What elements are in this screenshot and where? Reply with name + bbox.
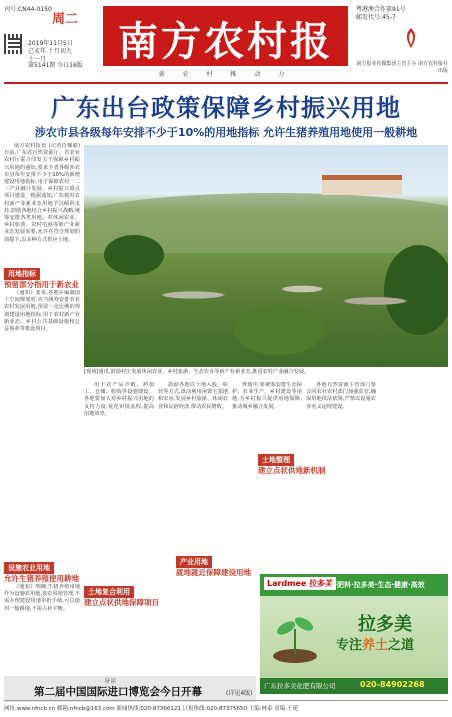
article-column-1b	[4, 290, 80, 562]
masthead	[0, 0, 452, 82]
masthead-right-info	[356, 6, 448, 74]
col5-paragraph: 各地自然资源主管部门要会同农业农村部门加强监管,确保用地依法依规,严禁以设施农业名义违规建设。	[306, 382, 376, 410]
section-tag-3: 土地复合利用	[84, 586, 134, 598]
article-column-1c	[4, 584, 80, 674]
ad-footer	[260, 678, 448, 694]
section-subtitle-1: 预留部分指用于新农业	[4, 280, 79, 289]
guide-title[interactable]: 第二届中国国际进口博览会今日开幕	[34, 686, 202, 698]
sponsor-text: 南方报业传媒集团主管主办 南方农村报社出版	[356, 61, 448, 74]
ad-company: 广东拉多美化肥有限公司	[264, 682, 336, 690]
section-subtitle-3: 建立点状供地保障项目	[84, 598, 159, 607]
fertilizer-advertisement[interactable]	[260, 574, 448, 694]
section-tag-5: 土地整理	[258, 454, 294, 466]
date-block	[28, 40, 98, 64]
article-column-5	[306, 382, 376, 452]
col1-paragraph-2: 《通知》要求,各地在编制国土空间规划时,应当统筹安排农业农村发展用地,预留一定比例的规划建设用地指标,用于农村新产业新业态、乡村公共基础设施和公益事业等建设项目。	[4, 290, 80, 333]
ad-slogan-top: 好肥料·拉多美·生态·健康·高效	[330, 581, 425, 589]
article-column-3	[158, 382, 228, 672]
guide-label: 导读	[104, 678, 117, 685]
section-tag-4: 产业用地	[176, 556, 212, 568]
main-headline[interactable]: 广东出台政策保障乡村振兴用地	[51, 94, 401, 122]
date-lunar-2: 十一月	[28, 56, 47, 63]
col3-paragraph: 鼓励各地以土地入股、联营等方式,盘活利用闲置宅基地和农房,发展乡村旅游、休闲农业和民宿经济,带动农民增收。	[158, 382, 228, 410]
ad-slogan-a: 专注	[336, 638, 363, 653]
logo-subtitle: 新 农 村 推 动 力	[158, 71, 293, 78]
photo-caption: [现场]通讯,鼓励村庄发展休闲农业、乡村旅游、生态农业等新产业新业态,推进农村产业融合发展。	[84, 369, 310, 375]
date-lunar-1: 己亥年 十月初九	[28, 48, 72, 55]
cn-number: 刊号:CN44-0150	[4, 6, 52, 13]
ad-brand: Lardmee 拉多美	[264, 577, 336, 590]
ad-slogan	[336, 634, 414, 653]
article-column-2	[84, 382, 154, 584]
section-subtitle-4: 就地就近保障建设用地	[176, 568, 251, 577]
article-column-1	[4, 143, 80, 266]
ad-slogan-b: 之道	[388, 638, 415, 653]
right-line-2: 邮发代号:45-7	[356, 14, 396, 21]
masthead-left-info	[4, 6, 99, 69]
section-tag-1: 用地指标	[4, 268, 40, 280]
ad-top-bar	[260, 574, 448, 596]
guide-box[interactable]	[4, 676, 256, 702]
col1-paragraph: 南方农村报讯 (记者肖佩聪)日前,广东省自然资源厅、省农业农村厅联合印发关于保障乡村振兴用地的通知,要求全省各级涉农市县每年安排不少于10%的新增建设用地指标,用于保障农村一二三产业融合发展、乡村振兴重点项目建设。根据通知,广东将对农村新产业新业态用地予以倾斜支持,鼓励各地结合乡村振兴战略,统筹安排各类用地。对休闲农业、乡村旅游、农村电商等新产业新业态发展需要,允许在符合规划的前提下,以多种方式供应土地。	[4, 143, 80, 243]
logo-text: 南方农村报	[118, 18, 333, 65]
date-gregorian: 2019年11月5日	[28, 40, 73, 47]
newspaper-logo	[103, 6, 348, 66]
publisher-emblem-icon	[402, 26, 420, 50]
photo-rocks	[84, 265, 448, 325]
right-line-1: 粤港澳合作第91号	[356, 6, 406, 13]
ad-slogan-highlight: 养土	[362, 638, 389, 653]
seedling-icon	[270, 604, 320, 664]
section-subtitle-5: 建立点状供地新机制	[258, 466, 326, 475]
weekday: 周二	[52, 12, 79, 27]
qr-code-icon[interactable]	[4, 34, 24, 54]
section-tag-2: 设施农业用地	[4, 562, 54, 574]
lead-photo[interactable]	[84, 145, 448, 367]
footer-info: 网址:www.nfncb.cn 邮箱:nfncb@163.com 新闻热线:020-87366121 订报热线:020-87375650 主编:林泰 责编:王冕	[4, 706, 299, 712]
issue-number: 第5141期 今日16版	[28, 62, 83, 69]
photo-building	[322, 175, 402, 195]
guide-page-ref: (详见4版)	[226, 690, 253, 697]
header-divider	[4, 82, 448, 84]
col4-paragraph: 规划中,要统筹安排生态保护、农业生产、乡村建设等用地,为乡村振兴提供用地保障,推动城乡融合发展。	[232, 382, 302, 410]
section-subtitle-2: 允许生猪养殖使用耕地	[4, 574, 79, 583]
footer-divider	[4, 700, 448, 701]
ad-phone[interactable]: 020-84902268	[360, 680, 425, 689]
col2-paragraph: 用于农产品冷链、初加工、仓储、收购等设施建设。各地要加大对乡村振兴用地的支持力度,优化审批流程,提高用地效率。	[84, 382, 154, 417]
col1-paragraph-3: 《通知》明确,生猪养殖用地作为设施农用地,按农用地管理,不需办理建设用地审批手续,可以使用一般耕地,不需占补平衡。	[4, 584, 80, 612]
ad-product-name: 拉多美	[358, 614, 412, 635]
sub-headline: 涉农市县各级每年安排不少于10%的用地指标 允许生猪养殖用地使用一般耕地	[34, 126, 418, 139]
